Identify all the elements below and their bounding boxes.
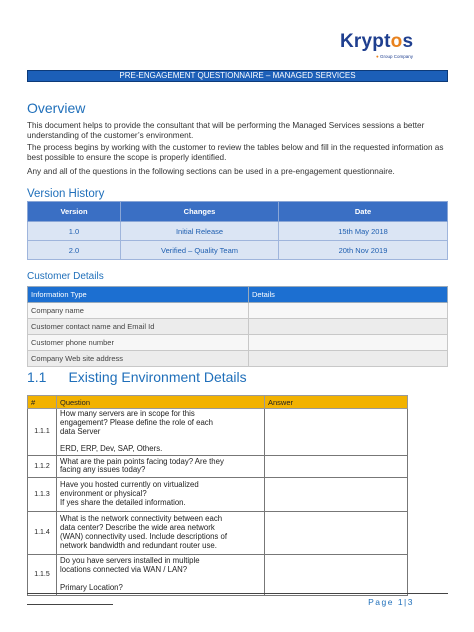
question-line: What is the network connectivity between each [60, 514, 223, 524]
page-number: Page 1|3 [368, 597, 414, 607]
footer-divider [27, 593, 448, 594]
answer-input-cell[interactable] [265, 511, 408, 554]
table-row [28, 477, 408, 511]
question-number: 1.1.5 [28, 554, 57, 595]
question-line: Primary Location? [60, 582, 123, 592]
question-text [57, 477, 265, 511]
table-header-row [28, 202, 448, 222]
question-line: data center? Describe the wide area network [60, 523, 215, 533]
customer-details-table [27, 286, 448, 367]
column-header: Changes [121, 202, 279, 222]
question-text [57, 409, 265, 456]
table-row [28, 303, 448, 319]
question-line: network bandwidth and redundant router use. [60, 540, 217, 550]
table-row [28, 335, 448, 351]
date-cell: 15th May 2018 [279, 222, 448, 241]
document-banner: PRE-ENGAGEMENT QUESTIONNAIRE – MANAGED SERVICES [27, 70, 448, 82]
kryptos-logo [340, 32, 448, 64]
answer-input-cell[interactable] [265, 455, 408, 477]
column-header: Version [28, 202, 121, 222]
question-line: If yes share the detailed information. [60, 497, 186, 507]
question-line: environment or physical? [60, 489, 147, 499]
logo-tagline: ● Group Company [376, 54, 413, 59]
info-type-cell: Customer contact name and Email Id [28, 319, 249, 335]
table-row [28, 554, 408, 595]
column-header: Answer [265, 396, 408, 409]
column-header: Question [57, 396, 265, 409]
info-type-cell: Company name [28, 303, 249, 319]
overview-heading: Overview [27, 100, 86, 116]
question-line: How many servers are in scope for this [60, 409, 195, 418]
version-cell: 1.0 [28, 222, 121, 241]
overview-paragraph-2: The process begins by working with the customer to review the tables below and fill in the requested information as best possible to ensure the scope is properly identified. [27, 143, 444, 162]
details-input-cell[interactable] [249, 351, 448, 367]
question-line: engagement? Please define the role of each [60, 417, 214, 427]
question-line: locations connected via WAN / LAN? [60, 565, 188, 575]
table-row [28, 511, 408, 554]
footer-rule [27, 604, 113, 605]
column-header: Date [279, 202, 448, 222]
question-line: ERD, ERP, Dev, SAP, Others. [60, 444, 163, 454]
logo-wordmark: Kryptos [340, 31, 414, 52]
question-number: 1.1.1 [28, 409, 57, 456]
changes-cell: Verified – Quality Team [121, 241, 279, 260]
version-history-table [27, 201, 448, 260]
version-history-heading: Version History [27, 188, 105, 200]
section-number: 1.1 [27, 369, 47, 385]
table-row [28, 319, 448, 335]
info-type-cell: Company Web site address [28, 351, 249, 367]
existing-environment-heading [27, 369, 247, 385]
answer-input-cell[interactable] [265, 554, 408, 595]
question-number: 1.1.3 [28, 477, 57, 511]
date-cell: 20th Nov 2019 [279, 241, 448, 260]
question-number: 1.1.2 [28, 455, 57, 477]
table-header-row [28, 396, 408, 409]
question-line: data Server [60, 426, 101, 436]
overview-paragraph-3: Any and all of the questions in the following sections can be used in a pre-engagement questionnaire. [27, 167, 395, 176]
info-type-cell: Customer phone number [28, 335, 249, 351]
column-header: Details [249, 287, 448, 303]
details-input-cell[interactable] [249, 303, 448, 319]
question-line: Do you have servers installed in multiple [60, 556, 200, 566]
question-line: What are the pain points facing today? Are they [60, 456, 224, 466]
answer-input-cell[interactable] [265, 477, 408, 511]
question-text [57, 455, 265, 477]
question-number: 1.1.4 [28, 511, 57, 554]
table-row [28, 455, 408, 477]
question-text [57, 554, 265, 595]
question-line: Have you hosted currently on virtualized [60, 480, 199, 490]
customer-details-heading: Customer Details [27, 271, 104, 282]
question-text [57, 511, 265, 554]
column-header: Information Type [28, 287, 249, 303]
section-title: Existing Environment Details [68, 369, 247, 385]
table-header-row [28, 287, 448, 303]
version-cell: 2.0 [28, 241, 121, 260]
table-row [28, 241, 448, 260]
question-line: facing any issues today? [60, 465, 146, 475]
table-row [28, 409, 408, 456]
changes-cell: Initial Release [121, 222, 279, 241]
question-line: (WAN) connectivity used. Include descriptions of [60, 531, 227, 541]
column-header: # [28, 396, 57, 409]
overview-paragraph-1: This document helps to provide the consultant that will be performing the Managed Services sessions a better understanding of the customer’s environment. [27, 121, 425, 140]
details-input-cell[interactable] [249, 335, 448, 351]
table-row [28, 222, 448, 241]
answer-input-cell[interactable] [265, 409, 408, 456]
table-row [28, 351, 448, 367]
details-input-cell[interactable] [249, 319, 448, 335]
existing-environment-table [27, 395, 408, 596]
